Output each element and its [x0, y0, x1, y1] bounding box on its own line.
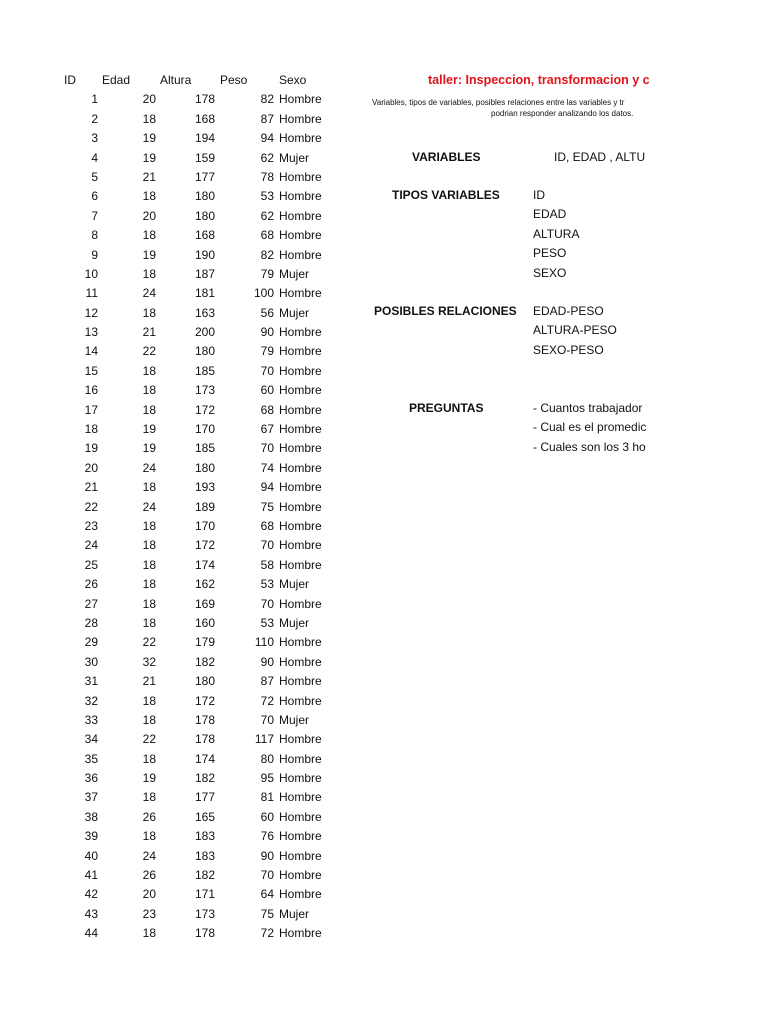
cell-id: 12	[84, 305, 98, 320]
cell-sexo: Hombre	[279, 131, 322, 146]
cell-altura: 172	[194, 538, 215, 553]
cell-sexo: Hombre	[279, 518, 322, 533]
relacion-item: EDAD-PESO	[533, 304, 604, 318]
cell-id: 18	[84, 422, 98, 437]
cell-sexo: Hombre	[279, 868, 322, 883]
cell-peso: 79	[260, 344, 274, 359]
cell-edad: 32	[142, 654, 156, 669]
cell-peso: 87	[260, 111, 274, 126]
cell-peso: 62	[260, 150, 274, 165]
cell-altura: 170	[194, 422, 215, 437]
cell-id: 43	[84, 906, 98, 921]
cell-id: 13	[84, 325, 98, 340]
cell-altura: 169	[194, 596, 215, 611]
cell-edad: 26	[142, 809, 156, 824]
cell-sexo: Hombre	[279, 596, 322, 611]
cell-peso: 78	[260, 169, 274, 184]
table-row	[58, 187, 348, 206]
cell-id: 10	[84, 266, 98, 281]
table-row	[58, 168, 348, 187]
cell-edad: 21	[142, 674, 156, 689]
cell-edad: 22	[142, 344, 156, 359]
table-row	[58, 498, 348, 517]
table-row	[58, 207, 348, 226]
cell-peso: 95	[260, 771, 274, 786]
cell-id: 7	[91, 208, 98, 223]
cell-sexo: Hombre	[279, 441, 322, 456]
cell-edad: 22	[142, 732, 156, 747]
cell-sexo: Hombre	[279, 751, 322, 766]
cell-altura: 163	[194, 305, 215, 320]
cell-id: 2	[91, 111, 98, 126]
cell-altura: 159	[194, 150, 215, 165]
cell-altura: 173	[194, 383, 215, 398]
cell-peso: 110	[254, 635, 274, 650]
header-edad: Edad	[102, 73, 131, 87]
cell-id: 28	[84, 615, 98, 630]
cell-peso: 70	[260, 363, 274, 378]
table-row	[58, 362, 348, 381]
workshop-panel	[356, 71, 650, 471]
cell-edad: 19	[142, 422, 156, 437]
cell-peso: 67	[260, 422, 274, 437]
cell-altura: 194	[194, 131, 215, 146]
cell-peso: 90	[260, 654, 274, 669]
cell-peso: 82	[260, 92, 274, 107]
cell-sexo: Hombre	[279, 460, 322, 475]
cell-peso: 72	[260, 693, 274, 708]
cell-id: 23	[84, 518, 98, 533]
cell-sexo: Mujer	[279, 577, 310, 592]
cell-peso: 60	[260, 809, 274, 824]
cell-peso: 75	[260, 906, 274, 921]
cell-peso: 79	[260, 266, 274, 281]
cell-edad: 19	[142, 131, 156, 146]
cell-sexo: Hombre	[279, 829, 322, 844]
cell-sexo: Hombre	[279, 538, 322, 553]
cell-peso: 56	[260, 305, 274, 320]
cell-edad: 18	[142, 926, 156, 941]
table-row	[58, 304, 348, 323]
cell-altura: 179	[194, 635, 215, 650]
table-row	[58, 750, 348, 769]
cell-peso: 53	[260, 577, 274, 592]
cell-altura: 178	[194, 712, 215, 727]
cell-altura: 185	[194, 363, 215, 378]
cell-edad: 21	[142, 325, 156, 340]
cell-peso: 68	[260, 402, 274, 417]
cell-peso: 70	[260, 868, 274, 883]
cell-edad: 24	[142, 848, 156, 863]
cell-peso: 68	[260, 518, 274, 533]
cell-peso: 80	[260, 751, 274, 766]
tipo-item: ID	[533, 188, 545, 202]
tipo-item: ALTURA	[533, 226, 580, 241]
cell-id: 26	[84, 577, 98, 592]
cell-sexo: Hombre	[279, 674, 322, 689]
table-row	[58, 905, 348, 924]
cell-sexo: Hombre	[279, 286, 322, 301]
cell-edad: 18	[142, 266, 156, 281]
cell-peso: 70	[260, 712, 274, 727]
table-row	[58, 866, 348, 885]
table-row	[58, 459, 348, 478]
workshop-title: taller: Inspeccion, transformacion y c	[428, 73, 650, 87]
relacion-item: ALTURA-PESO	[533, 323, 617, 338]
cell-altura: 172	[194, 402, 215, 417]
header-peso: Peso	[220, 73, 248, 87]
cell-sexo: Hombre	[279, 325, 322, 340]
cell-id: 4	[91, 150, 98, 165]
cell-sexo: Hombre	[279, 732, 322, 747]
cell-edad: 18	[142, 305, 156, 320]
cell-altura: 160	[194, 615, 215, 630]
cell-altura: 180	[194, 460, 215, 475]
cell-sexo: Hombre	[279, 480, 322, 495]
cell-edad: 18	[142, 829, 156, 844]
cell-edad: 24	[142, 499, 156, 514]
variables-label: VARIABLES	[412, 150, 481, 164]
cell-edad: 18	[142, 557, 156, 572]
cell-id: 32	[84, 693, 98, 708]
table-row	[58, 439, 348, 458]
cell-sexo: Hombre	[279, 557, 322, 572]
cell-altura: 168	[194, 111, 215, 126]
description-line-1: Variables, tipos de variables, posibles relaciones entre las variables y tr	[372, 98, 625, 107]
cell-altura: 162	[194, 577, 215, 592]
table-row	[58, 556, 348, 575]
table-row	[58, 711, 348, 730]
cell-id: 41	[84, 868, 98, 883]
table-row	[58, 672, 348, 691]
table-body	[58, 90, 348, 943]
cell-id: 29	[84, 635, 98, 650]
cell-edad: 18	[142, 518, 156, 533]
cell-edad: 18	[142, 712, 156, 727]
cell-sexo: Hombre	[279, 771, 322, 786]
cell-altura: 180	[194, 344, 215, 359]
cell-edad: 23	[142, 906, 156, 921]
cell-edad: 20	[142, 92, 156, 107]
table-row	[58, 401, 348, 420]
table-row	[58, 323, 348, 342]
cell-edad: 18	[142, 402, 156, 417]
cell-sexo: Hombre	[279, 848, 322, 863]
cell-sexo: Hombre	[279, 208, 322, 223]
description-line-2: podrian responder analizando los datos.	[491, 109, 634, 118]
cell-peso: 94	[260, 480, 274, 495]
table-row	[58, 129, 348, 148]
table-row	[58, 595, 348, 614]
header-id: ID	[64, 73, 76, 87]
cell-id: 24	[84, 538, 98, 553]
cell-edad: 18	[142, 228, 156, 243]
table-row	[58, 90, 348, 109]
cell-sexo: Mujer	[279, 305, 310, 320]
cell-edad: 20	[142, 887, 156, 902]
table-row	[58, 653, 348, 672]
cell-altura: 187	[194, 266, 215, 281]
cell-sexo: Mujer	[279, 712, 310, 727]
cell-edad: 18	[142, 790, 156, 805]
cell-peso: 72	[260, 926, 274, 941]
cell-sexo: Hombre	[279, 654, 322, 669]
cell-edad: 20	[142, 208, 156, 223]
table-row	[58, 420, 348, 439]
cell-edad: 26	[142, 868, 156, 883]
cell-edad: 18	[142, 693, 156, 708]
cell-id: 36	[84, 771, 98, 786]
cell-sexo: Hombre	[279, 422, 322, 437]
cell-edad: 18	[142, 615, 156, 630]
cell-sexo: Hombre	[279, 887, 322, 902]
cell-peso: 70	[260, 538, 274, 553]
cell-altura: 178	[194, 926, 215, 941]
cell-sexo: Hombre	[279, 111, 322, 126]
cell-sexo: Mujer	[279, 615, 310, 630]
tipo-item: SEXO	[533, 265, 567, 280]
cell-id: 1	[91, 92, 98, 107]
table-row	[58, 381, 348, 400]
table-row	[58, 575, 348, 594]
cell-id: 31	[84, 674, 98, 689]
cell-peso: 53	[260, 189, 274, 204]
cell-id: 20	[84, 460, 98, 475]
cell-sexo: Hombre	[279, 926, 322, 941]
cell-peso: 117	[254, 732, 274, 747]
table-row	[58, 517, 348, 536]
cell-sexo: Hombre	[279, 499, 322, 514]
cell-edad: 18	[142, 363, 156, 378]
cell-altura: 190	[194, 247, 215, 262]
cell-peso: 70	[260, 441, 274, 456]
cell-edad: 19	[142, 441, 156, 456]
table-row	[58, 284, 348, 303]
cell-peso: 58	[260, 557, 274, 572]
cell-edad: 21	[142, 169, 156, 184]
data-table	[58, 71, 348, 944]
cell-peso: 100	[253, 286, 274, 301]
variables-value: ID, EDAD , ALTU	[554, 150, 646, 164]
cell-altura: 178	[194, 92, 215, 107]
table-row	[58, 149, 348, 168]
tipo-item: EDAD	[533, 207, 567, 222]
cell-altura: 183	[194, 829, 215, 844]
cell-altura: 193	[194, 480, 215, 495]
table-header-row	[58, 71, 348, 90]
table-row	[58, 827, 348, 846]
cell-peso: 87	[260, 674, 274, 689]
cell-peso: 74	[260, 460, 274, 475]
cell-edad: 18	[142, 577, 156, 592]
workshop-description	[356, 97, 650, 119]
relacion-item: SEXO-PESO	[533, 342, 604, 357]
pregunta-item: - Cuales son los 3 ho	[533, 439, 646, 454]
cell-edad: 19	[142, 247, 156, 262]
cell-id: 14	[84, 344, 98, 359]
cell-altura: 174	[194, 751, 215, 766]
cell-id: 27	[84, 596, 98, 611]
table-row	[58, 536, 348, 555]
table-row	[58, 788, 348, 807]
table-row	[58, 342, 348, 361]
header-sexo: Sexo	[279, 73, 307, 87]
cell-altura: 182	[194, 868, 215, 883]
cell-altura: 180	[194, 189, 215, 204]
cell-sexo: Mujer	[279, 266, 310, 281]
cell-altura: 183	[194, 848, 215, 863]
cell-edad: 19	[142, 771, 156, 786]
cell-altura: 181	[194, 286, 215, 301]
table-row	[58, 226, 348, 245]
cell-peso: 94	[260, 131, 274, 146]
tipos-variables-label: TIPOS VARIABLES	[392, 188, 500, 202]
tipo-item: PESO	[533, 246, 567, 261]
cell-id: 8	[91, 228, 98, 243]
table-row	[58, 692, 348, 711]
cell-altura: 189	[194, 499, 215, 514]
cell-altura: 177	[194, 790, 215, 805]
cell-id: 37	[84, 790, 98, 805]
cell-altura: 168	[194, 228, 215, 243]
cell-edad: 18	[142, 383, 156, 398]
cell-altura: 173	[194, 906, 215, 921]
cell-sexo: Hombre	[279, 189, 322, 204]
table-row	[58, 730, 348, 749]
cell-edad: 18	[142, 596, 156, 611]
cell-id: 16	[84, 383, 98, 398]
cell-altura: 177	[194, 169, 215, 184]
cell-sexo: Hombre	[279, 169, 322, 184]
table-row	[58, 110, 348, 129]
cell-id: 17	[84, 402, 98, 417]
cell-sexo: Hombre	[279, 344, 322, 359]
cell-id: 38	[84, 809, 98, 824]
cell-sexo: Hombre	[279, 809, 322, 824]
cell-edad: 24	[142, 460, 156, 475]
table-row	[58, 478, 348, 497]
cell-id: 44	[84, 926, 98, 941]
table-row	[58, 847, 348, 866]
cell-peso: 81	[260, 790, 274, 805]
cell-altura: 182	[194, 654, 215, 669]
cell-edad: 22	[142, 635, 156, 650]
table-row	[58, 246, 348, 265]
cell-edad: 19	[142, 150, 156, 165]
cell-altura: 178	[194, 732, 215, 747]
header-altura: Altura	[160, 73, 192, 87]
table-row	[58, 614, 348, 633]
pregunta-item: - Cual es el promedic	[533, 420, 647, 435]
cell-altura: 200	[194, 325, 215, 340]
table-row	[58, 265, 348, 284]
cell-peso: 62	[260, 208, 274, 223]
cell-sexo: Mujer	[279, 150, 310, 165]
cell-id: 6	[91, 189, 98, 204]
cell-peso: 90	[260, 325, 274, 340]
cell-peso: 60	[260, 383, 274, 398]
cell-peso: 82	[260, 247, 274, 262]
table-row	[58, 924, 348, 943]
cell-peso: 75	[260, 499, 274, 514]
cell-altura: 174	[194, 557, 215, 572]
cell-id: 11	[85, 286, 98, 301]
cell-altura: 182	[194, 771, 215, 786]
cell-sexo: Hombre	[279, 92, 322, 107]
cell-sexo: Hombre	[279, 383, 322, 398]
cell-altura: 180	[194, 674, 215, 689]
cell-id: 33	[84, 712, 98, 727]
cell-edad: 18	[142, 189, 156, 204]
cell-sexo: Hombre	[279, 693, 322, 708]
cell-id: 3	[91, 131, 98, 146]
cell-edad: 18	[142, 538, 156, 553]
cell-id: 25	[84, 557, 98, 572]
cell-id: 30	[84, 654, 98, 669]
cell-sexo: Hombre	[279, 247, 322, 262]
cell-sexo: Mujer	[279, 906, 310, 921]
cell-sexo: Hombre	[279, 635, 322, 650]
cell-id: 15	[84, 363, 98, 378]
cell-sexo: Hombre	[279, 402, 322, 417]
cell-altura: 185	[194, 441, 215, 456]
cell-altura: 165	[194, 809, 215, 824]
cell-peso: 68	[260, 228, 274, 243]
cell-id: 9	[91, 247, 98, 262]
cell-altura: 170	[194, 518, 215, 533]
cell-altura: 172	[194, 693, 215, 708]
cell-peso: 53	[260, 615, 274, 630]
cell-id: 40	[84, 848, 98, 863]
cell-peso: 76	[260, 829, 274, 844]
posibles-relaciones-label: POSIBLES RELACIONES	[374, 304, 517, 318]
cell-id: 34	[84, 732, 98, 747]
cell-edad: 18	[142, 751, 156, 766]
pregunta-item: - Cuantos trabajador	[533, 401, 643, 415]
cell-peso: 90	[260, 848, 274, 863]
cell-peso: 70	[260, 596, 274, 611]
cell-sexo: Hombre	[279, 363, 322, 378]
preguntas-label: PREGUNTAS	[409, 401, 484, 415]
cell-sexo: Hombre	[279, 790, 322, 805]
cell-edad: 18	[142, 111, 156, 126]
table-row	[58, 808, 348, 827]
cell-altura: 171	[194, 887, 215, 902]
cell-edad: 18	[142, 480, 156, 495]
table-row	[58, 769, 348, 788]
cell-id: 35	[84, 751, 98, 766]
table-row	[58, 633, 348, 652]
cell-sexo: Hombre	[279, 228, 322, 243]
cell-id: 21	[84, 480, 98, 495]
cell-id: 5	[91, 169, 98, 184]
cell-id: 22	[84, 499, 98, 514]
table-row	[58, 885, 348, 904]
cell-altura: 180	[194, 208, 215, 223]
cell-peso: 64	[260, 887, 274, 902]
cell-id: 19	[84, 441, 98, 456]
cell-id: 39	[84, 829, 98, 844]
cell-id: 42	[84, 887, 98, 902]
cell-edad: 24	[142, 286, 156, 301]
